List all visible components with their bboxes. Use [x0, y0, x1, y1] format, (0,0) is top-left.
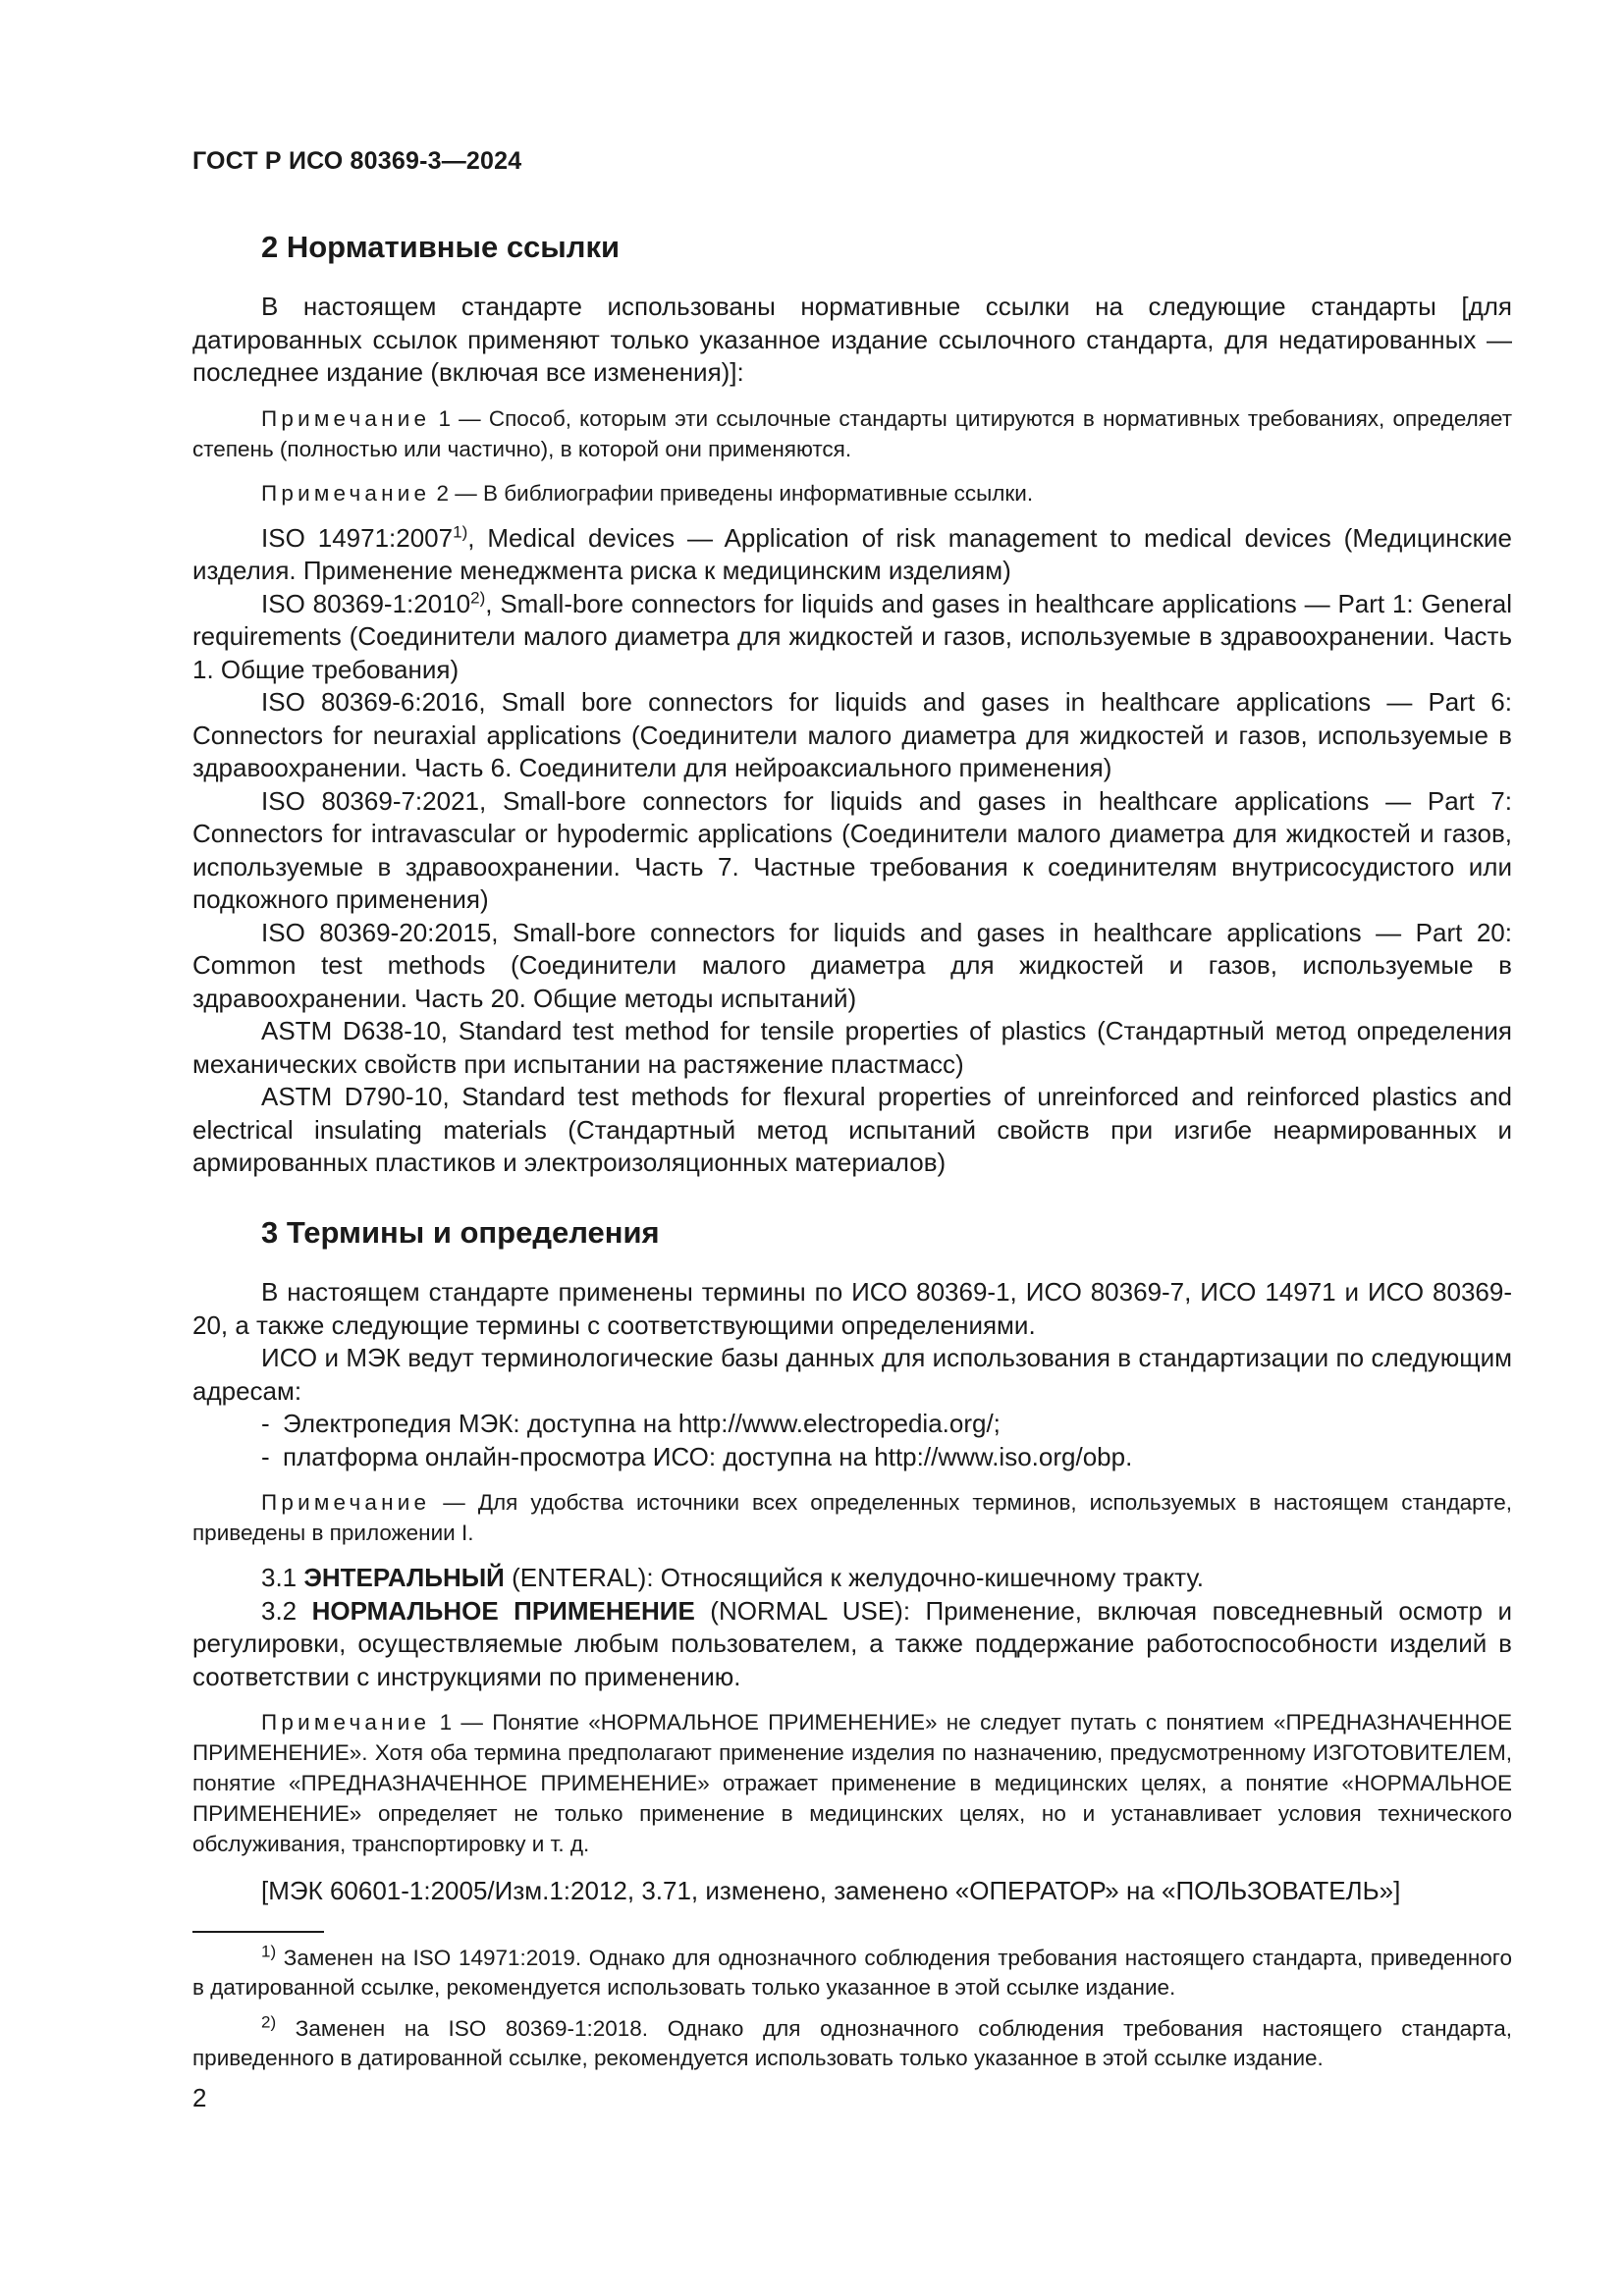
reference-item	[192, 522, 1512, 588]
reference-item	[192, 785, 1512, 917]
note-text: — Для удобства источники всех определенных терминов, используемых в настоящем стандарте, приведены в приложении I.	[192, 1490, 1512, 1545]
reference-text: , Small-bore connectors for liquids and gases in healthcare applications — Part 20: Common test methods (Соединители малого диаметра для жидкостей и газов, используемые в здравоохранении. Часть 20. Общие методы испытаний)	[192, 917, 1512, 1013]
note-text: 1 — Понятие «НОРМАЛЬНОЕ ПРИМЕНЕНИЕ» не следует путать с понятием «ПРЕДНАЗНАЧЕННОЕ ПРИМЕНЕНИЕ». Хотя оба термина предполагают применение изделия по назначению, предусмотренному ИЗГОТОВИТЕЛЕМ, понятие «ПРЕДНАЗНАЧЕННОЕ ПРИМЕНЕНИЕ» отражает применение в медицинских целях, а понятие «НОРМАЛЬНОЕ ПРИМЕНЕНИЕ» определяет не только применение в медицинских целях, но и устанавливает условия технического обслуживания, транспортировку и т. д.	[192, 1710, 1512, 1856]
reference-code: ISO 14971:2007	[261, 522, 454, 553]
reference-code: ISO 80369-6:2016	[261, 687, 479, 717]
footnote-1	[192, 1944, 1512, 2002]
document-header: ГОСТ Р ИСО 80369-3—2024	[192, 147, 522, 175]
note-label: Примечание	[261, 1490, 431, 1515]
reference-text: , Small-bore connectors for liquids and gases in healthcare applications — Part 1: General requirements (Соединители малого диаметра для жидкостей и газов, используемые в здравоохранении. Часть 1. Общие требования)	[192, 588, 1512, 684]
term-definition: (NORMAL USE): Применение, включая повседневный осмотр и регулировки, осуществляемые любым пользователем, а также поддержание работоспособности изделий в соответствии с инструкциями по применению.	[192, 1595, 1512, 1691]
term-number: 3.1	[261, 1563, 304, 1592]
page-number: 2	[192, 2083, 207, 2112]
list-item-text: платформа онлайн-просмотра ИСО: доступна на http://www.iso.org/obp.	[283, 1441, 1133, 1471]
section-3-databases: ИСО и МЭК ведут терминологические базы данных для использования в стандартизации по следующим адресам:	[192, 1343, 1512, 1406]
reference-text: , Medical devices — Application of risk management to medical devices (Медицинские изделия. Применение менеджмента риска к медицинским изделиям)	[192, 522, 1512, 585]
section-2-intro: В настоящем стандарте использованы нормативные ссылки на следующие стандарты [для датированных ссылок применяют только указанное издание ссылочного стандарта, для недатированных — последнее издание (включая все изменения)]:	[192, 292, 1512, 387]
section-3-intro: В настоящем стандарте применены термины по ИСО 80369-1, ИСО 80369-7, ИСО 14971 и ИСО 80369-20, а также следующие термины с соответствующими определениями.	[192, 1277, 1512, 1340]
reference-text: , Standard test method for tensile properties of plastics (Стандартный метод определения механических свойств при испытании на растяжение пластмасс)	[192, 1016, 1513, 1079]
reference-text: , Standard test methods for flexural properties of unreinforced and reinforced plastics and electrical insulating materials (Стандартный метод испытаний свойств при изгибе неармированных и армированных пластиков и электроизоляционных материалов)	[192, 1082, 1512, 1177]
footnote-2	[192, 2014, 1512, 2073]
section-2-title: 2 Нормативные ссылки	[261, 230, 621, 264]
term-number: 3.2	[261, 1595, 312, 1626]
section-2-note-2	[192, 478, 1512, 508]
reference-code: ISO 80369-1:2010	[261, 588, 471, 618]
section-normative-references	[192, 230, 1512, 1180]
term-3-2-source: [МЭК 60601-1:2005/Изм.1:2012, 3.71, изменено, заменено «ОПЕРАТОР» на «ПОЛЬЗОВАТЕЛЬ»]	[261, 1876, 1401, 1905]
reference-item	[192, 588, 1512, 687]
note-label: Примечание	[261, 480, 431, 506]
note-label: Примечание	[261, 1710, 431, 1735]
footnote-divider	[192, 1931, 324, 1933]
term-name: НОРМАЛЬНОЕ ПРИМЕНЕНИЕ	[311, 1595, 695, 1626]
term-3-2-note	[192, 1707, 1512, 1859]
reference-code: ISO 80369-20:2015	[261, 917, 492, 947]
footnote-mark: 1)	[261, 1942, 277, 1961]
section-terms-definitions	[192, 1215, 1512, 1908]
footnote-mark: 2)	[261, 2012, 277, 2032]
note-label: Примечание	[261, 405, 431, 431]
reference-item	[192, 1081, 1512, 1180]
term-3-2	[192, 1595, 1512, 1694]
reference-item	[192, 686, 1512, 785]
reference-item	[192, 1015, 1512, 1081]
term-3-1	[192, 1562, 1512, 1595]
reference-text: , Small bore connectors for liquids and gases in healthcare applications — Part 6: Connectors for neuraxial applications (Соединители малого диаметра для жидкостей и газов, используемые в здравоохранении. Часть 6. Соединители для нейроаксиального применения)	[192, 687, 1512, 782]
list-item	[261, 1408, 1512, 1441]
footnote-mark: 1)	[453, 521, 468, 541]
term-name: ЭНТЕРАЛЬНЫЙ	[303, 1563, 505, 1592]
note-text: 2 — В библиографии приведены информативные ссылки.	[430, 480, 1034, 506]
reference-code: ASTM D790-10	[261, 1082, 443, 1111]
section-2-note-1	[192, 403, 1512, 464]
footnote-mark: 2)	[470, 587, 486, 607]
reference-item	[192, 917, 1512, 1016]
section-3-title: 3 Термины и определения	[261, 1215, 660, 1250]
footnote-text: Заменен на ISO 14971:2019. Однако для однозначного соблюдения требования настоящего стандарта, приведенного в датированной ссылке, рекомендуется использовать только указанное в этой ссылке издание.	[192, 1946, 1512, 2000]
reference-code: ASTM D638-10	[261, 1016, 441, 1045]
list-item-text: Электропедия МЭК: доступна на http://www.electropedia.org/;	[283, 1409, 1001, 1438]
list-marker: -	[261, 1409, 270, 1438]
section-3-note	[192, 1487, 1512, 1548]
term-definition: (ENTERAL): Относящийся к желудочно-кишечному тракту.	[504, 1563, 1204, 1592]
reference-code: ISO 80369-7:2021	[261, 785, 479, 816]
footnote-text: Заменен на ISO 80369-1:2018. Однако для однозначного соблюдения требования настоящего стандарта, приведенного в датированной ссылке, рекомендуется использовать только указанное в этой ссылке издание.	[192, 2016, 1512, 2070]
footnotes	[192, 1944, 1512, 2085]
list-marker: -	[261, 1441, 270, 1471]
reference-text: , Small-bore connectors for liquids and gases in healthcare applications — Part 7: Connectors for intravascular or hypodermic applications (Соединители малого диаметра для жидкостей и газов, используемые в здравоохранении. Часть 7. Частные требования к соединителям внутрисосудистого или подкожного применения)	[192, 785, 1512, 914]
note-text: 1 — Способ, которым эти ссылочные стандарты цитируются в нормативных требованиях, определяет степень (полностью или частично), в которой они применяются.	[192, 405, 1512, 461]
list-item	[261, 1441, 1512, 1474]
